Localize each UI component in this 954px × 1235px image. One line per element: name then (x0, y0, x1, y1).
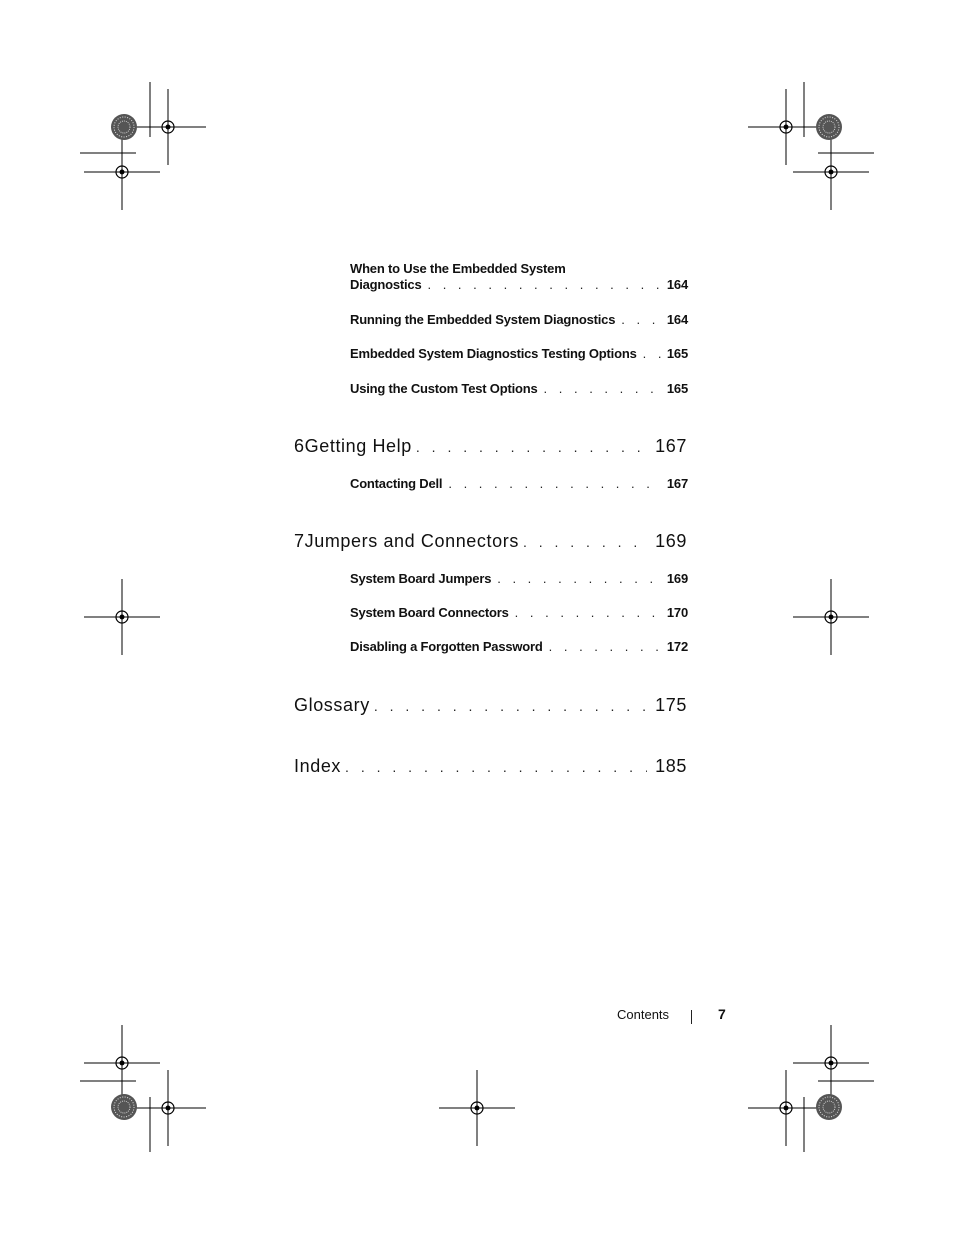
registration-mark-icon (793, 1025, 869, 1101)
toc-entry-label: Diagnostics (350, 277, 422, 292)
chapter-page: 167 (655, 436, 687, 456)
registration-mark-icon (130, 89, 206, 165)
toc-entry-page: 164 (666, 312, 688, 327)
chapter-title: Getting Help (304, 436, 412, 456)
toc-entry-system-board-connectors[interactable] (350, 605, 688, 621)
color-target-icon (111, 1094, 137, 1120)
toc-entry-custom-test-options[interactable] (350, 381, 688, 397)
toc-entry-system-board-jumpers[interactable] (350, 571, 688, 587)
glossary-page: 175 (655, 695, 687, 715)
leader-dots (523, 531, 647, 553)
toc-glossary[interactable] (294, 694, 687, 717)
toc-entry-label: Using the Custom Test Options (350, 381, 538, 396)
toc-entry-running-diagnostics[interactable] (350, 312, 688, 328)
leader-dots (544, 381, 661, 397)
chapter-number: 6 (294, 436, 305, 456)
chapter-number: 7 (294, 531, 305, 551)
toc-entry-label: Embedded System Diagnostics Testing Options (350, 346, 637, 361)
toc-index[interactable] (294, 755, 687, 778)
toc-entry-page: 165 (666, 346, 688, 361)
leader-dots (497, 571, 661, 587)
toc-entry-contacting-dell[interactable] (350, 476, 688, 492)
toc-entry-page: 169 (666, 571, 688, 586)
toc-entry-page: 164 (666, 277, 688, 292)
toc-entry-page: 170 (666, 605, 688, 620)
index-title: Index (294, 756, 342, 776)
registration-mark-icon (748, 89, 824, 165)
color-target-icon (816, 1094, 842, 1120)
leader-dots (345, 756, 647, 778)
footer-page-number: 7 (718, 1006, 726, 1022)
leader-dots (374, 695, 647, 717)
leader-dots (643, 346, 661, 362)
color-target-icon (816, 114, 842, 140)
toc-entry-page: 167 (666, 476, 688, 491)
chapter-page: 169 (655, 531, 687, 551)
toc-chapter-7[interactable] (294, 530, 687, 553)
leader-dots (427, 277, 660, 293)
toc-entry-forgotten-password[interactable] (350, 639, 688, 655)
toc-entry-label-line1: When to Use the Embedded System (350, 261, 566, 276)
leader-dots (515, 605, 661, 621)
toc-entry-page: 165 (666, 381, 688, 396)
registration-mark-icon (439, 1070, 515, 1146)
registration-mark-icon (748, 1070, 824, 1146)
leader-dots (549, 639, 661, 655)
toc-entry-label: Running the Embedded System Diagnostics (350, 312, 616, 327)
toc-entry-testing-options[interactable] (350, 346, 688, 362)
leader-dots (448, 476, 661, 492)
registration-mark-icon (793, 579, 869, 655)
toc-entry-page: 172 (666, 639, 688, 654)
toc-entry-label: System Board Connectors (350, 605, 509, 620)
toc-entry-when-to-use[interactable] (350, 261, 688, 293)
registration-mark-icon (84, 134, 160, 210)
registration-mark-icon (84, 579, 160, 655)
color-target-icon (111, 114, 137, 140)
footer-divider (691, 1010, 692, 1024)
footer-section-label: Contents (617, 1007, 670, 1022)
glossary-title: Glossary (294, 695, 370, 715)
toc-entry-label: Contacting Dell (350, 476, 443, 491)
chapter-title: Jumpers and Connectors (304, 531, 519, 551)
toc-chapter-6[interactable] (294, 435, 687, 458)
registration-mark-icon (84, 1025, 160, 1101)
toc-entry-label: System Board Jumpers (350, 571, 492, 586)
toc-entry-label: Disabling a Forgotten Password (350, 639, 543, 654)
index-page: 185 (655, 756, 687, 776)
registration-mark-icon (130, 1070, 206, 1146)
registration-mark-icon (793, 134, 869, 210)
leader-dots (416, 436, 647, 458)
leader-dots (621, 312, 661, 328)
